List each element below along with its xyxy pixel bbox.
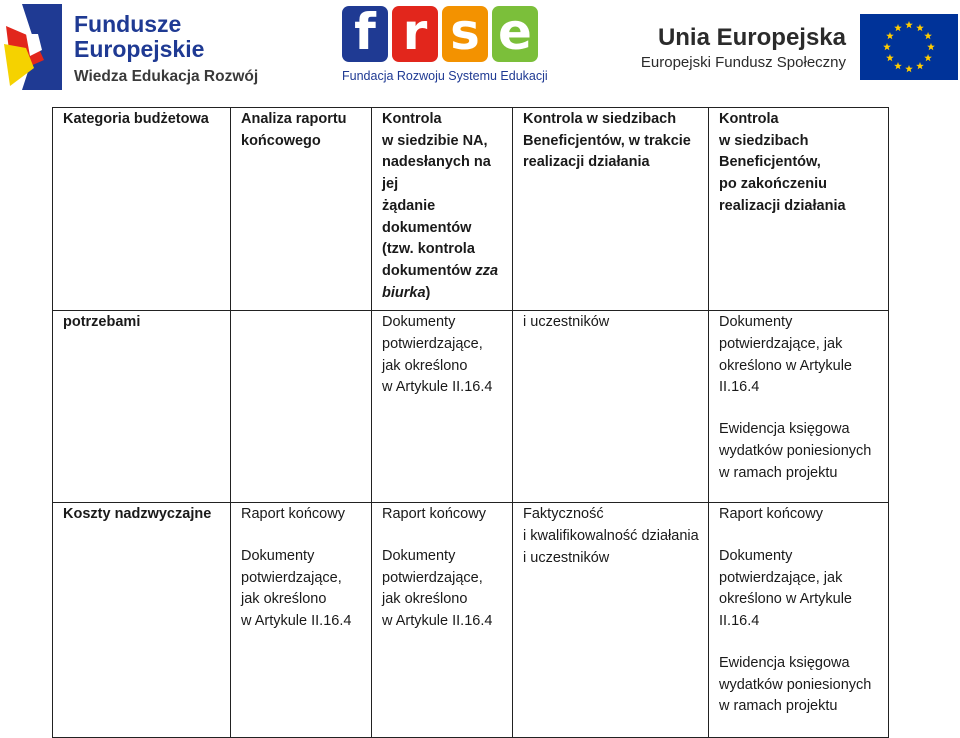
row1-category: potrzebami — [63, 314, 141, 331]
frse-letter-s: s — [442, 6, 488, 62]
header-kontrola-po: Kontrola w siedzibach Beneficjentów, po zakończeniu realizacji działania — [719, 111, 846, 214]
unia-europejska-text — [636, 24, 846, 71]
unia-europejska-subtitle: Europejski Fundusz Społeczny — [640, 54, 846, 71]
table-row — [53, 311, 889, 503]
fundusze-title-line1: Fundusze — [74, 11, 182, 37]
frse-letter-e: e — [492, 6, 538, 62]
header-cell — [53, 108, 231, 311]
fundusze-europejskie-logo — [4, 4, 264, 92]
row1-kontrola-po-dokumenty: Dokumenty potwierdzające, jak określono w Artykule II.16.4 — [719, 314, 852, 396]
fundusze-europejskie-mark-icon — [4, 4, 62, 90]
row2-kontrola-na-raport: Raport końcowy — [382, 506, 486, 523]
eu-flag-icon — [860, 14, 958, 80]
header-analiza: Analiza raportu końcowego — [241, 111, 347, 149]
table-cell — [513, 311, 709, 503]
table-cell — [53, 503, 231, 738]
table-cell — [709, 503, 889, 738]
row2-category: Koszty nadzwyczajne — [63, 506, 212, 523]
row2-kontrola-w-trakcie: Faktyczność i kwalifikowalność działania i uczestników — [523, 506, 699, 566]
fundusze-title-line2: Europejskie — [74, 36, 205, 62]
row2-kontrola-na-dokumenty: Dokumenty potwierdzające, jak określono w Artykule II.16.4 — [382, 548, 493, 630]
frse-letter-r: r — [392, 6, 438, 62]
header-kontrola-na — [382, 109, 504, 304]
table-cell — [231, 311, 372, 503]
header-kontrola-na-italic: zza biurka — [382, 262, 499, 301]
header-cell — [513, 108, 709, 311]
header-cell — [231, 108, 372, 311]
budget-control-table — [52, 107, 889, 738]
header-cell — [709, 108, 889, 311]
frse-subtitle: Fundacja Rozwoju Systemu Edukacji — [342, 69, 548, 83]
row2-kontrola-po-dokumenty: Dokumenty potwierdzające, jak określono w Artykule II.16.4 — [719, 548, 852, 630]
header-kontrola-na-end: ) — [425, 284, 431, 301]
frse-letter-f: f — [342, 6, 388, 62]
row2-kontrola-po-raport: Raport końcowy — [719, 506, 823, 523]
table-cell — [372, 311, 513, 503]
header-kategoria: Kategoria budżetowa — [63, 111, 209, 127]
row1-kontrola-w-trakcie: i uczestników — [523, 314, 610, 331]
table-header-row — [53, 108, 889, 311]
header-cell — [372, 108, 513, 311]
header-kontrola-w-trakcie: Kontrola w siedzibach Beneficjentów, w trakcie realizacji działania — [523, 111, 691, 171]
table-cell — [53, 311, 231, 503]
table-cell — [513, 503, 709, 738]
frse-logo — [338, 3, 548, 92]
header-logos — [0, 0, 960, 95]
table-cell — [709, 311, 889, 503]
table-row — [53, 503, 889, 738]
unia-europejska-title: Unia Europejska — [657, 24, 846, 51]
row2-analiza-raport: Raport końcowy — [241, 506, 345, 523]
table-cell — [372, 503, 513, 738]
header-kontrola-na-text: Kontrola w siedzibie NA, nadesłanych na jej żądanie dokumentów (tzw. kontrola dokumentów — [382, 111, 491, 279]
fundusze-subtitle: Wiedza Edukacja Rozwój — [74, 68, 259, 85]
row1-kontrola-na: Dokumenty potwierdzające, jak określono w Artykule II.16.4 — [382, 314, 493, 396]
row2-kontrola-po-ewidencja: Ewidencja księgowa wydatków poniesionych w ramach projektu — [719, 654, 872, 715]
row1-kontrola-po-ewidencja: Ewidencja księgowa wydatków poniesionych w ramach projektu — [719, 421, 872, 481]
row2-analiza-dokumenty: Dokumenty potwierdzające, jak określono w Artykule II.16.4 — [241, 548, 352, 630]
frse-letters — [342, 3, 538, 62]
table-cell — [231, 503, 372, 738]
